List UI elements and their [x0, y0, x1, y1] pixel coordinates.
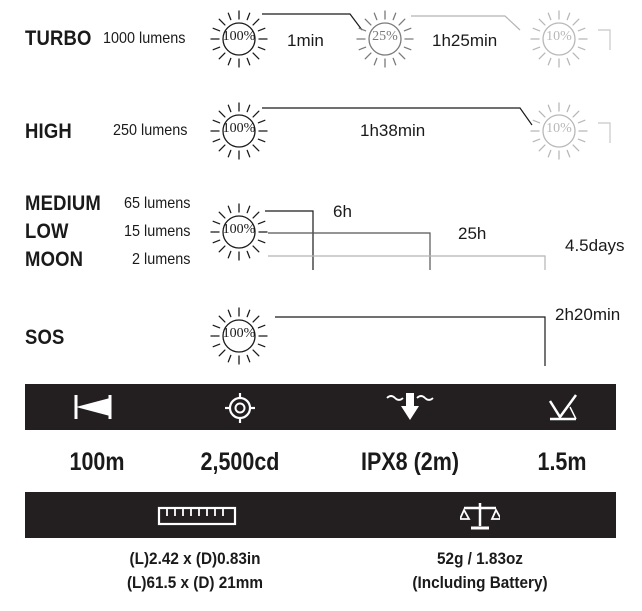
mode-medium-label: MEDIUM — [25, 192, 101, 215]
sos-runtime: 2h20min — [555, 305, 621, 324]
dimensions-mm: (L)61.5 x (D) 21mm — [126, 573, 264, 592]
medium-runtime: 6h — [333, 202, 352, 221]
high-end-brightness: 10% — [528, 100, 590, 162]
high-start-brightness: 100% — [208, 100, 270, 162]
low-runtime: 25h — [458, 224, 487, 243]
mode-high-lumens: 250 lumens — [113, 122, 188, 139]
impact-icon — [546, 391, 580, 423]
mode-moon-lumens: 2 lumens — [132, 251, 191, 268]
spec-intensity-value: 2,500cd — [200, 448, 280, 476]
moon-runtime: 4.5days — [565, 236, 625, 255]
turbo-start-brightness: 100% — [208, 8, 270, 70]
mode-turbo-lumens: 1000 lumens — [103, 30, 186, 47]
turbo-step1-runtime: 1min — [287, 31, 324, 50]
turbo-end-brightness: 10% — [528, 8, 590, 70]
mode-low-label: LOW — [25, 220, 69, 243]
spec-distance-value: 100m — [69, 448, 125, 476]
mode-high-label: HIGH — [25, 120, 72, 143]
beam-distance-icon — [72, 393, 114, 421]
sos-start-brightness: 100% — [208, 305, 270, 367]
mode-medium-lumens: 65 lumens — [124, 195, 191, 212]
weight-value: 52g / 1.83oz — [437, 549, 523, 568]
spec-waterproof-value: IPX8 (2m) — [361, 448, 459, 476]
mode-moon-label: MOON — [25, 248, 84, 271]
mode-sos-label: SOS — [25, 326, 65, 349]
dimension-icon-band — [25, 492, 616, 538]
turbo-step2-runtime: 1h25min — [432, 31, 498, 50]
turbo-mid-brightness: 25% — [354, 8, 416, 70]
spec-impact-value: 1.5m — [537, 448, 587, 476]
high-step1-runtime: 1h38min — [360, 121, 426, 140]
group-start-brightness: 100% — [208, 201, 270, 263]
weight-note: (Including Battery) — [412, 573, 548, 592]
waterproof-icon — [385, 391, 435, 423]
dimensions-inches: (L)2.42 x (D)0.83in — [129, 549, 261, 568]
mode-turbo-label: TURBO — [25, 27, 92, 50]
target-icon — [223, 392, 257, 424]
scale-icon — [460, 500, 500, 532]
mode-low-lumens: 15 lumens — [124, 223, 191, 240]
ruler-icon — [157, 505, 237, 527]
